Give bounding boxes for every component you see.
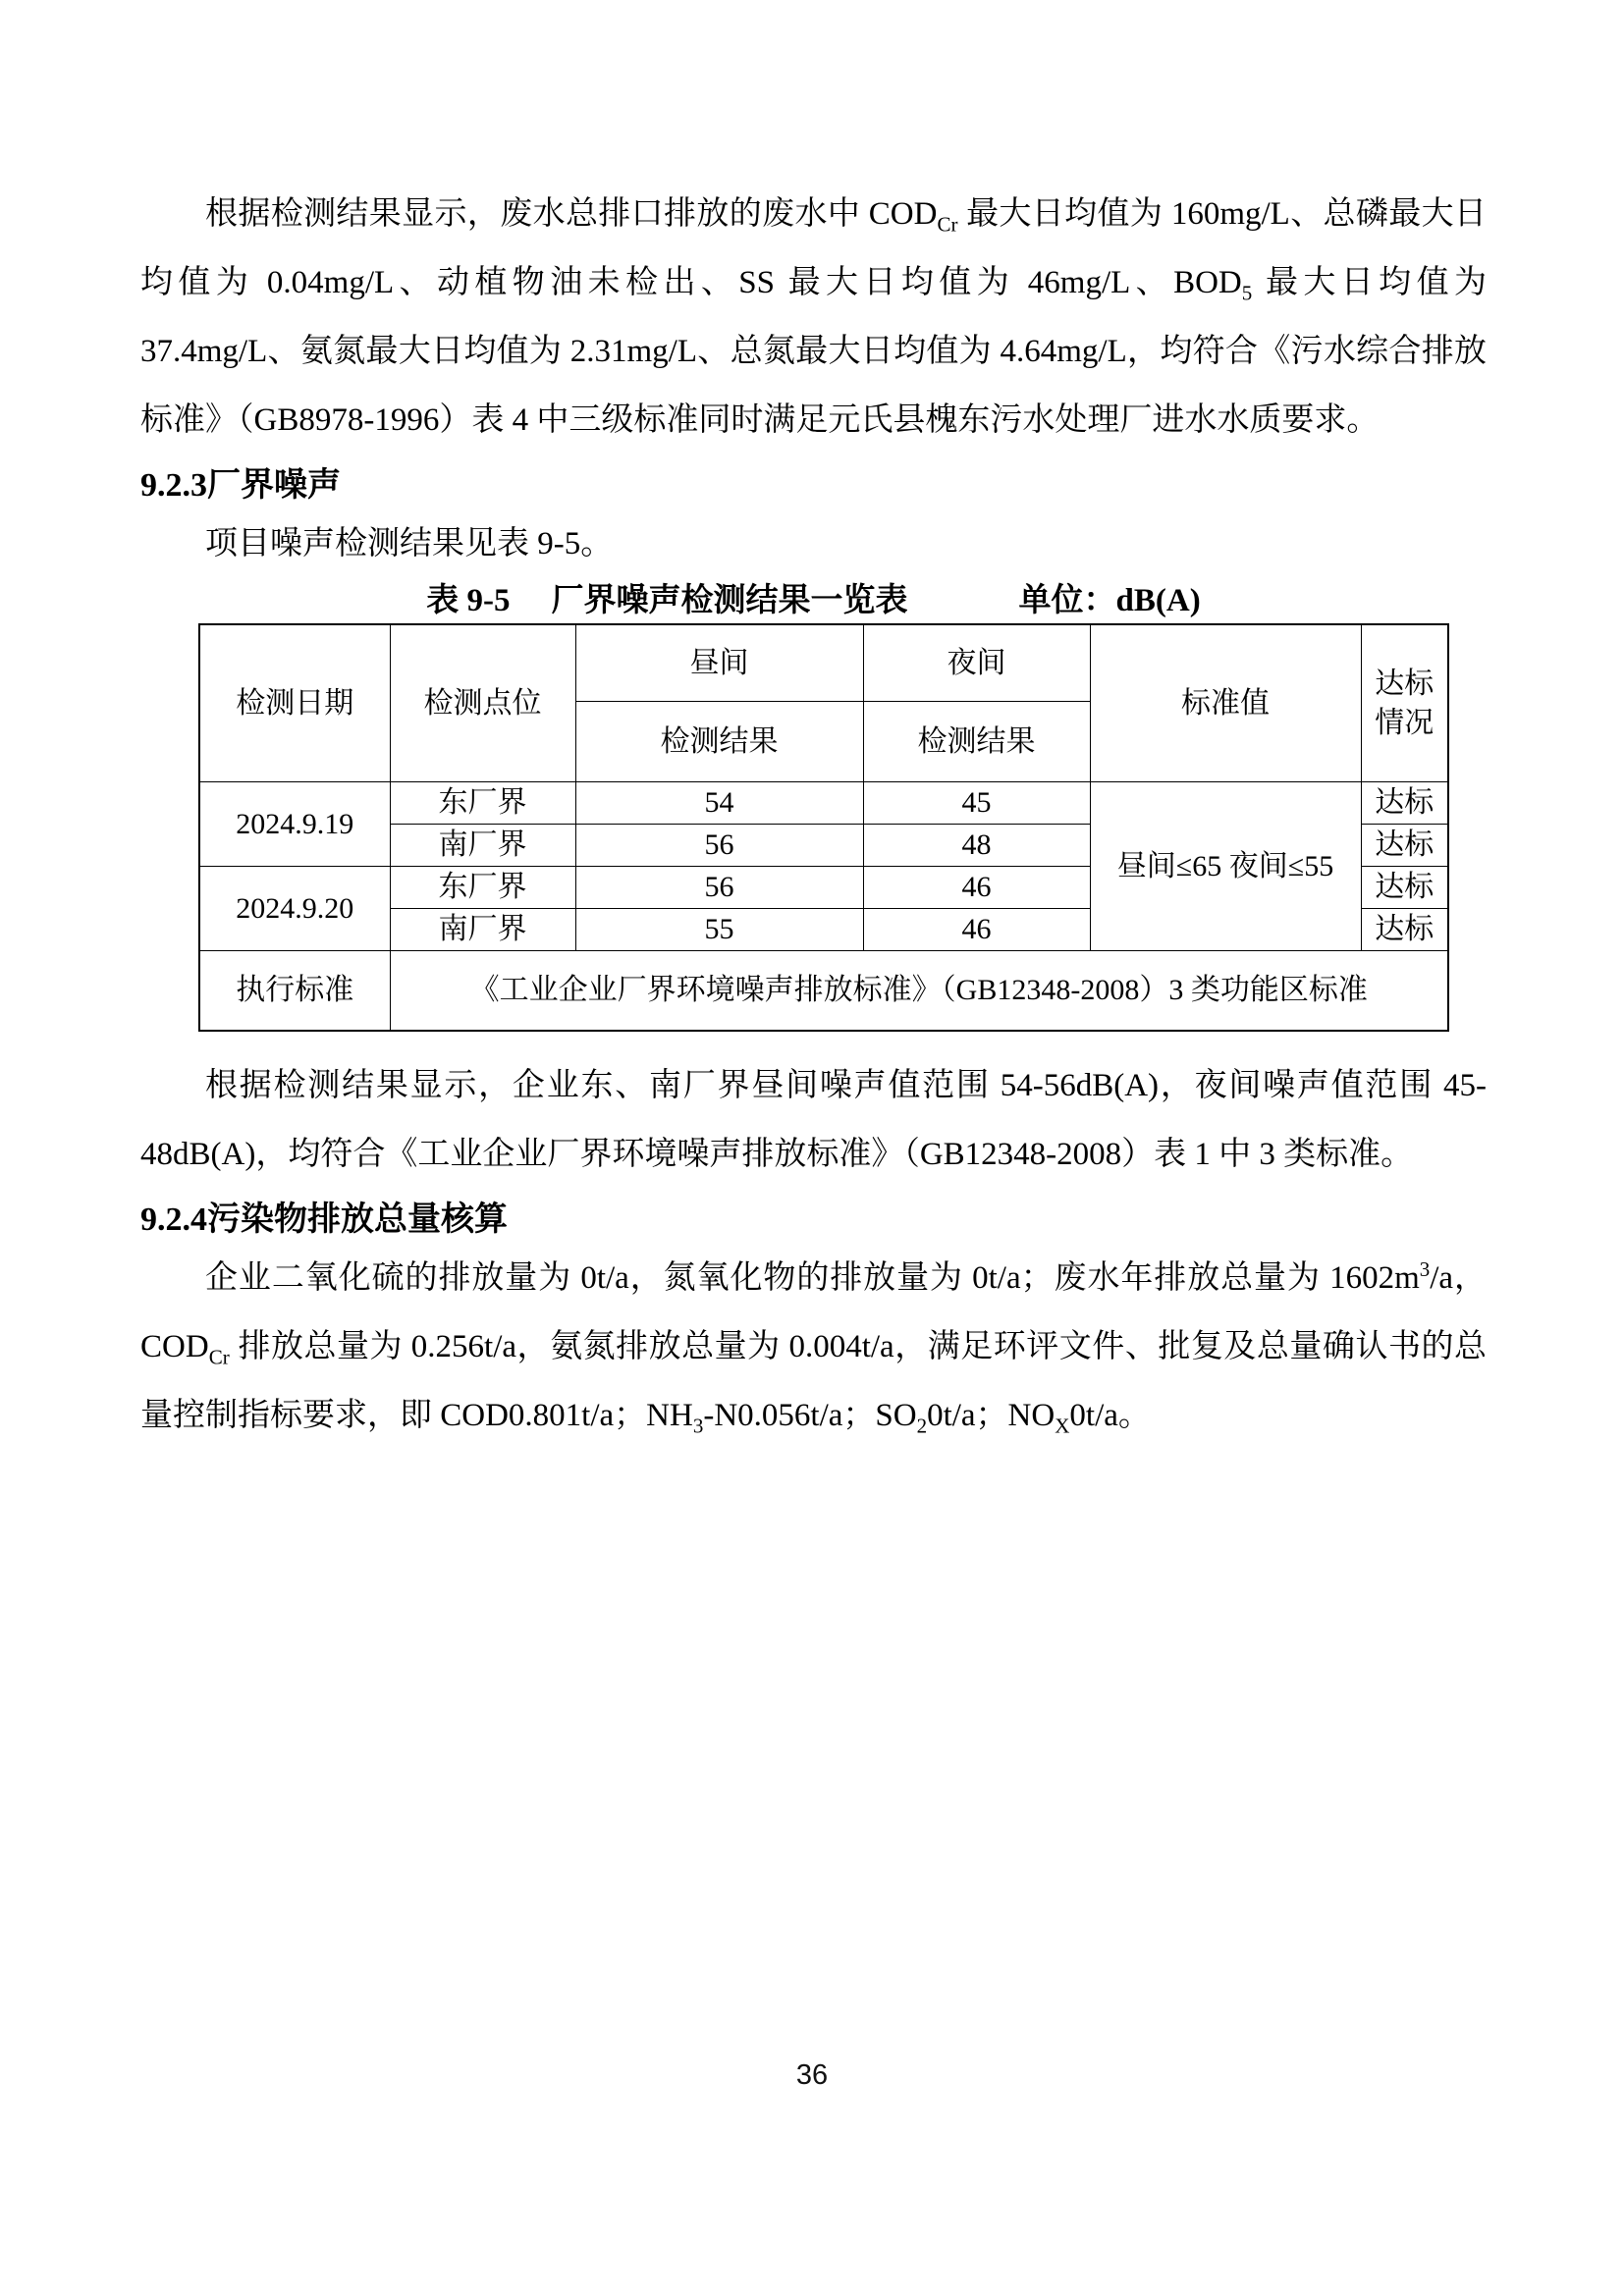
section-heading-9-2-4: 9.2.4污染物排放总量核算 xyxy=(140,1201,508,1238)
col-header-day-result: 检测结果 xyxy=(575,702,863,782)
page-number: 36 xyxy=(795,2059,829,2091)
cell-exec-standard-value: 《工业企业厂界环境噪声排放标准》（GB12348-2008）3 类功能区标准 xyxy=(390,951,1448,1032)
cell-point: 南厂界 xyxy=(390,825,575,867)
col-header-point: 检测点位 xyxy=(390,624,575,782)
cell-standard-value: 昼间≤65 夜间≤55 xyxy=(1090,782,1361,951)
para-wastewater-results: 根据检测结果显示，废水总排口排放的废水中 $COD_{Cr}$ 最大日均值为 160mg/L、总磷最大日均值为 0.04mg/L、动植物油未检出、SS 最大日均值为 46mg/L、$BOD_5$ 最大日均值为 37.4mg/L、氨氮最大日均值为 2.31mg/L、总氮最大日均值为 4.64mg/L，均符合《污水综合排放标准》（GB8978-1996）表 4 中三级标准同时满足元氏县槐东污水处理厂进水水质要求。 xyxy=(140,196,1488,438)
cell-day-value: 56 xyxy=(575,867,863,909)
cell-night-value: 45 xyxy=(863,782,1090,825)
cell-night-value: 46 xyxy=(863,909,1090,951)
cell-compliance: 达标 xyxy=(1361,867,1448,909)
cell-day-value: 55 xyxy=(575,909,863,951)
cell-point: 东厂界 xyxy=(390,782,575,825)
cell-night-value: 48 xyxy=(863,825,1090,867)
cell-day-value: 56 xyxy=(575,825,863,867)
cell-compliance: 达标 xyxy=(1361,782,1448,825)
cell-point: 东厂界 xyxy=(390,867,575,909)
page-content xyxy=(140,180,1487,1450)
col-header-compliance: 达标情况 xyxy=(1361,624,1448,782)
para-noise-results: 根据检测结果显示，企业东、南厂界昼间噪声值范围 54-56dB(A)，夜间噪声值范围 45-48dB(A)，均符合《工业企业厂界环境噪声排放标准》（GB12348-2008）表 1 中 3 类标准。 xyxy=(140,1068,1487,1172)
section-heading-9-2-3: 9.2.3厂界噪声 xyxy=(140,467,341,504)
table-caption xyxy=(140,578,1487,623)
table-footer-row xyxy=(199,951,1448,1032)
table-caption-title: 厂界噪声检测结果一览表 xyxy=(551,583,908,618)
cell-exec-standard-label: 执行标准 xyxy=(199,951,390,1032)
para-total-emissions: 企业二氧化硫的排放量为 0t/a，氮氧化物的排放量为 0t/a；废水年排放总量为 $1602m^3/a$，$COD_{Cr}$ 排放总量为 0.256t/a，氨氮排放总量为 0.004t/a，满足环评文件、批复及总量确认书的总量控制指标要求，即 COD0.801t/a；$NH_3-N0.056t/a$；$SO_20t/a$；$NO_X0t/a$。 xyxy=(140,1257,1487,1438)
col-header-date: 检测日期 xyxy=(199,624,390,782)
cell-compliance: 达标 xyxy=(1361,825,1448,867)
table-caption-label: 表 9-5 xyxy=(426,583,511,618)
cell-compliance: 达标 xyxy=(1361,909,1448,951)
cell-day-value: 54 xyxy=(575,782,863,825)
para-noise-intro: 项目噪声检测结果见表 9-5。 xyxy=(205,526,614,561)
cell-date: 2024.9.20 xyxy=(199,867,390,951)
col-header-day: 昼间 xyxy=(575,624,863,702)
cell-point: 南厂界 xyxy=(390,909,575,951)
col-header-night: 夜间 xyxy=(863,624,1090,702)
table-header-row-1 xyxy=(199,624,1448,702)
table-caption-unit: 单位：dB(A) xyxy=(1018,583,1201,618)
cell-night-value: 46 xyxy=(863,867,1090,909)
table-row xyxy=(199,782,1448,825)
noise-results-table xyxy=(198,623,1449,1032)
col-header-night-result: 检测结果 xyxy=(863,702,1090,782)
cell-date: 2024.9.19 xyxy=(199,782,390,867)
col-header-standard: 标准值 xyxy=(1090,624,1361,782)
